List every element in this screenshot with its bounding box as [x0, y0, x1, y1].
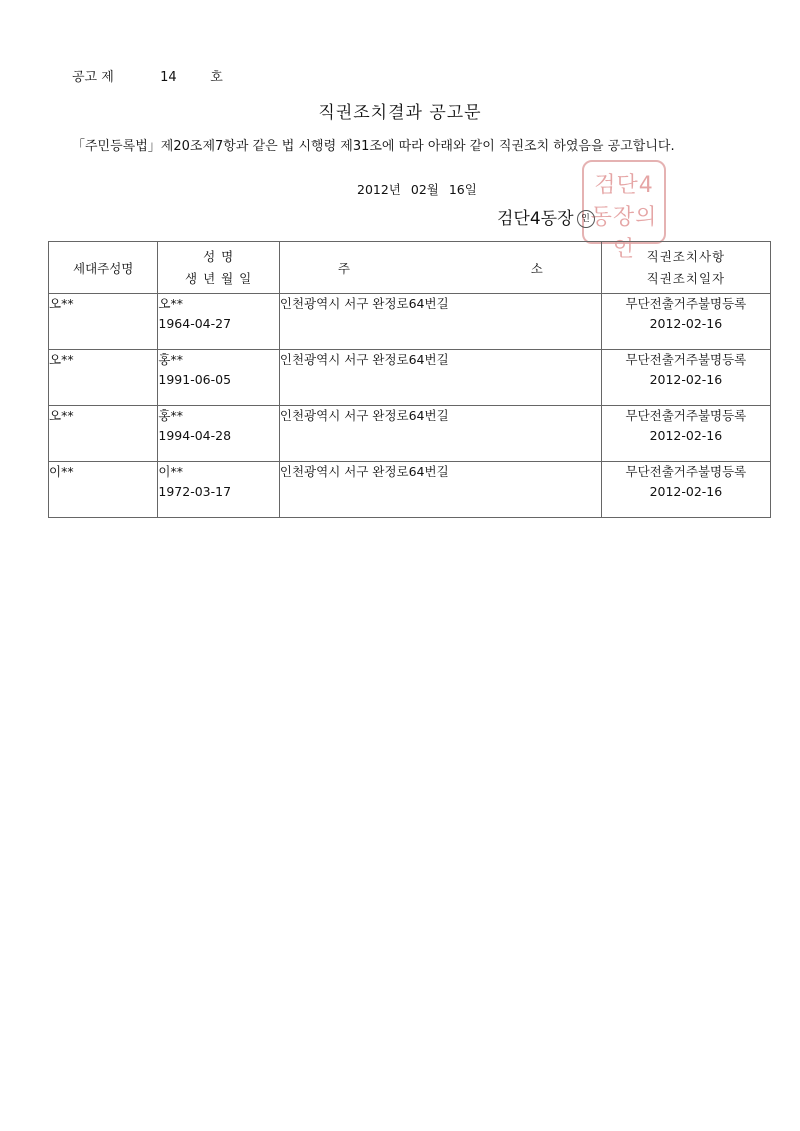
cell-birth: 1972-03-17: [158, 484, 232, 499]
cell-action: [601, 294, 770, 350]
table-row: [49, 462, 771, 518]
cell-birth: 1994-04-28: [158, 428, 232, 443]
cell-action-date: 2012-02-16: [649, 484, 723, 499]
date-month: 02월: [410, 182, 439, 197]
cell-name: 홍**: [158, 352, 183, 367]
header-action-item: 직권조치사항: [646, 248, 726, 264]
header-name: 성 명: [203, 248, 235, 264]
issuer-name: 검단4동장: [497, 209, 574, 229]
cell-name-birth: [158, 462, 279, 518]
header-action: [601, 242, 770, 294]
cell-name: 오**: [158, 296, 183, 311]
notice-suffix: 호: [210, 70, 223, 85]
cell-householder: 오**: [49, 350, 158, 406]
cell-address: 인천광역시 서구 완정로64번길: [279, 294, 601, 350]
cell-action-item: 무단전출거주불명등록: [625, 408, 747, 423]
cell-name-birth: [158, 294, 279, 350]
cell-action: [601, 406, 770, 462]
date-year: 2012년: [357, 182, 401, 197]
cell-address: 인천광역시 서구 완정로64번길: [279, 406, 601, 462]
cell-action-date: 2012-02-16: [649, 316, 723, 331]
issuer: [497, 204, 595, 229]
issuer-seal-mark: 인: [577, 210, 595, 228]
cell-name-birth: [158, 350, 279, 406]
notice-date: [357, 180, 483, 198]
result-table: [48, 241, 771, 518]
cell-name: 이**: [158, 464, 183, 479]
notice-number: [72, 66, 223, 85]
cell-birth: 1964-04-27: [158, 316, 232, 331]
table-header-row: [49, 242, 771, 294]
cell-action-item: 무단전출거주불명등록: [625, 464, 747, 479]
cell-name-birth: [158, 406, 279, 462]
cell-address: 인천광역시 서구 완정로64번길: [279, 350, 601, 406]
cell-householder: 오**: [49, 406, 158, 462]
document-title: 직권조치결과 공고문: [318, 103, 482, 123]
cell-householder: 이**: [49, 462, 158, 518]
header-address-right: 소: [530, 260, 543, 276]
cell-action-date: 2012-02-16: [649, 372, 723, 387]
notice-body-text: 「주민등록법」제20조제7항과 같은 법 시행령 제31조에 따라 아래와 같이 직권조치 하였음을 공고합니다.: [72, 139, 675, 154]
seal-stamp-text: 검단4동장의인: [590, 173, 658, 262]
cell-action: [601, 350, 770, 406]
header-address-left: 주: [337, 260, 350, 276]
table-row: [49, 406, 771, 462]
header-address: [279, 242, 601, 294]
cell-name: 홍**: [158, 408, 183, 423]
cell-action-item: 무단전출거주불명등록: [625, 296, 747, 311]
header-birth: 생 년 월 일: [185, 270, 253, 286]
cell-action-item: 무단전출거주불명등록: [625, 352, 747, 367]
header-householder: 세대주성명: [49, 242, 158, 294]
table-row: [49, 294, 771, 350]
cell-address: 인천광역시 서구 완정로64번길: [279, 462, 601, 518]
date-day: 16일: [448, 182, 477, 197]
header-name-birth: [158, 242, 279, 294]
cell-action-date: 2012-02-16: [649, 428, 723, 443]
notice-prefix: 공고 제: [72, 70, 114, 85]
table-row: [49, 350, 771, 406]
official-seal-stamp: [582, 160, 666, 262]
header-action-date: 직권조치일자: [646, 270, 726, 286]
cell-action: [601, 462, 770, 518]
notice-number-value: 14: [160, 70, 177, 85]
cell-householder: 오**: [49, 294, 158, 350]
cell-birth: 1991-06-05: [158, 372, 232, 387]
